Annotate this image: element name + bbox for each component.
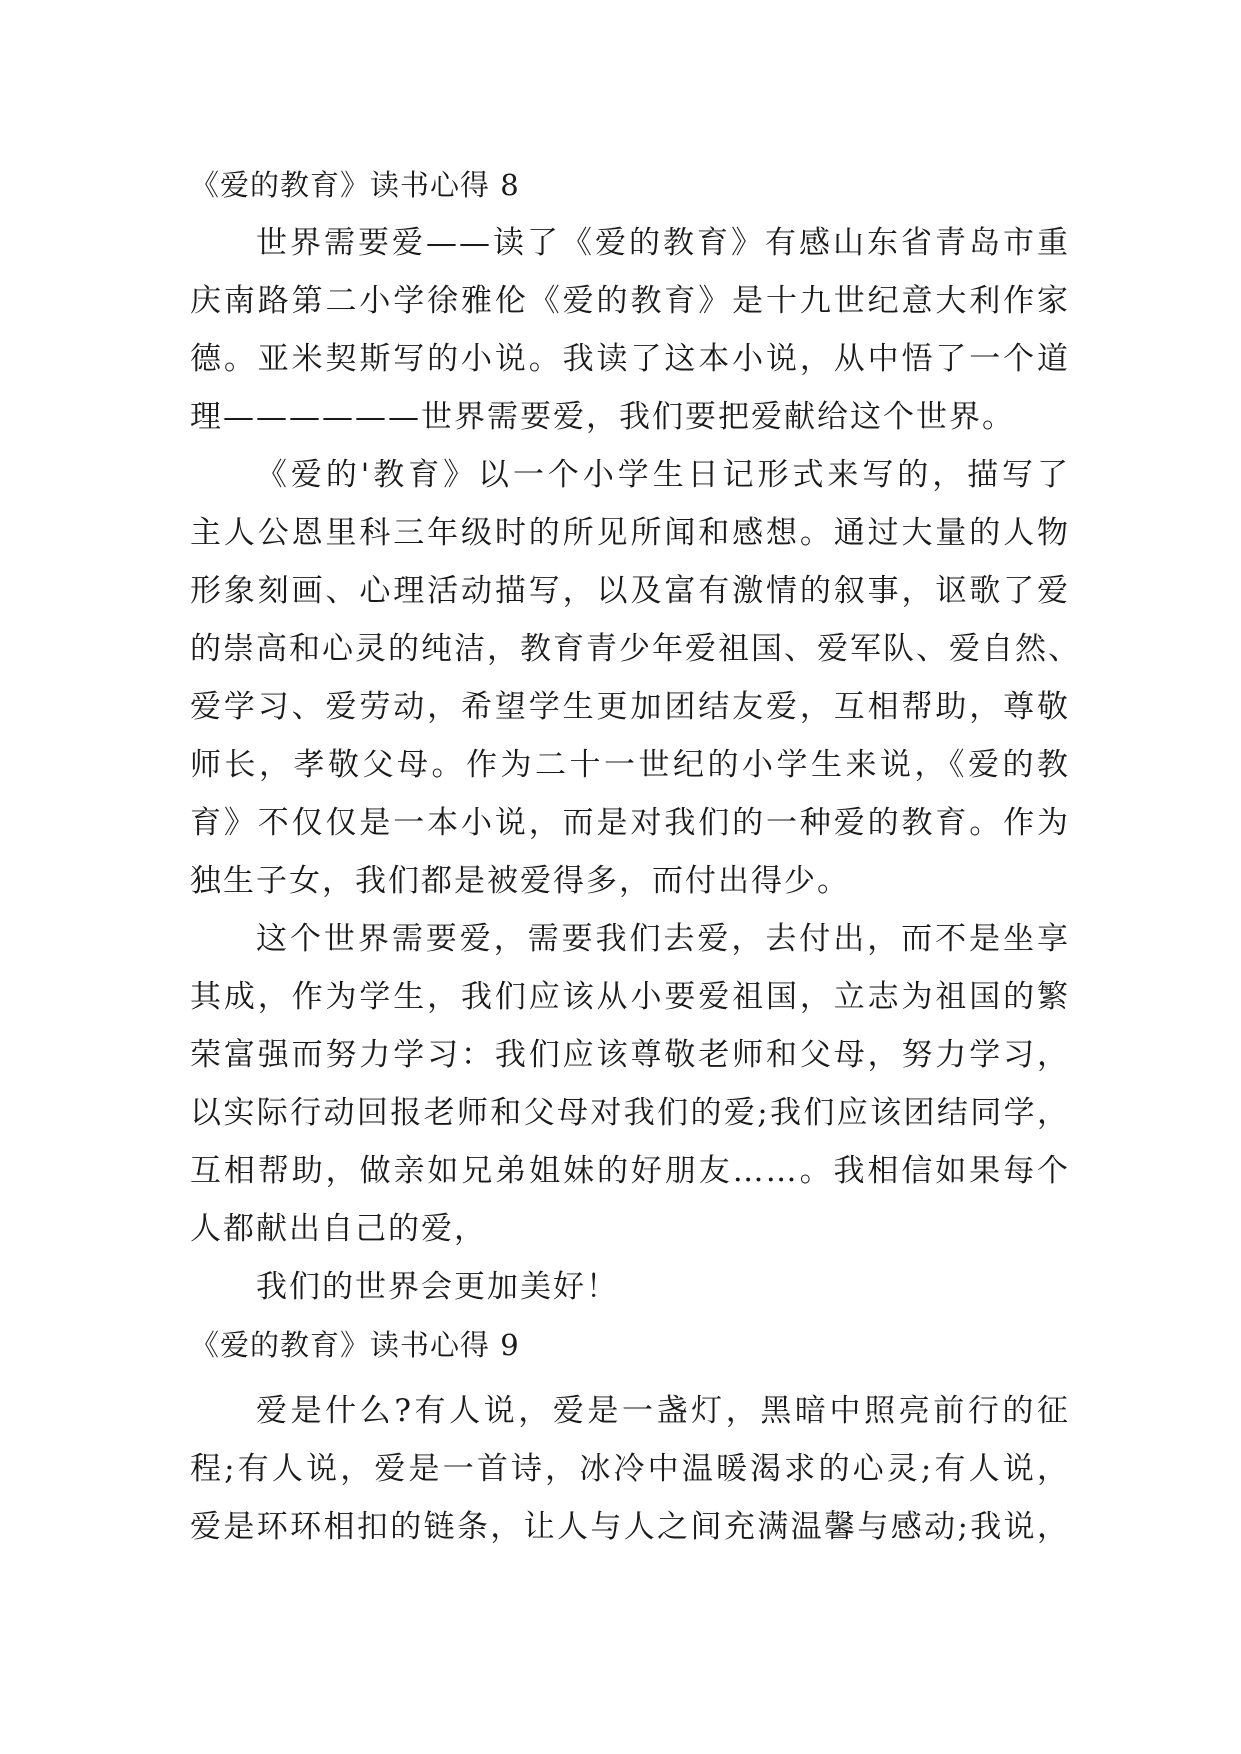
- text-line: 程;有人说，爱是一首诗，冰冷中温暖渴求的心灵;有人说，: [190, 1451, 1070, 1487]
- text-line: 世界需要爱——读了《爱的教育》有感山东省青岛市重: [256, 225, 1070, 261]
- section-title: 《爱的教育》读书心得 8: [190, 168, 520, 202]
- text-line: 形象刻画、心理活动描写，以及富有激情的叙事，讴歌了爱: [190, 573, 1070, 609]
- document-body: [190, 156, 1081, 1556]
- text-line: 我们的世界会更加美好！: [256, 1269, 619, 1305]
- text-line: 独生子女，我们都是被爱得多，而付出得少。: [190, 863, 850, 899]
- text-line: 以实际行动回报老师和父母对我们的爱;我们应该团结同学，: [190, 1095, 1070, 1131]
- paragraph: [190, 910, 1070, 1258]
- text-line: 其成，作为学生，我们应该从小要爱祖国，立志为祖国的繁: [190, 979, 1070, 1015]
- text-line: 德。亚米契斯写的小说。我读了这本小说，从中悟了一个道: [190, 341, 1070, 377]
- text-line: 互相帮助，做亲如兄弟姐妹的好朋友……。我相信如果每个: [190, 1153, 1070, 1189]
- text-line: 爱是环环相扣的链条，让人与人之间充满温馨与感动;我说，: [190, 1509, 1070, 1545]
- paragraph: [190, 446, 1081, 910]
- paragraph: [190, 1258, 1070, 1316]
- text-line: 这个世界需要爱，需要我们去爱，去付出，而不是坐享: [256, 921, 1070, 957]
- text-line: 爱是什么?有人说，爱是一盏灯，黑暗中照亮前行的征: [256, 1393, 1070, 1429]
- paragraph: [190, 1382, 1070, 1556]
- paragraph: [190, 214, 1070, 446]
- text-line: 师长，孝敬父母。作为二十一世纪的小学生来说，《爱的教: [190, 747, 1070, 783]
- text-line: 育》不仅仅是一本小说，而是对我们的一种爱的教育。作为: [190, 805, 1070, 841]
- text-line: 荣富强而努力学习：我们应该尊敬老师和父母，努力学习，: [190, 1037, 1070, 1073]
- text-line: 《爱的'教育》以一个小学生日记形式来写的，描写了: [256, 457, 1070, 493]
- text-line: 庆南路第二小学徐雅伦《爱的教育》是十九世纪意大利作家: [190, 283, 1070, 319]
- section-title: 《爱的教育》读书心得 9: [190, 1328, 520, 1362]
- text-line: 的崇高和心灵的纯洁，教育青少年爱祖国、爱军队、爱自然、: [190, 631, 1081, 667]
- text-line: 理——————世界需要爱，我们要把爱献给这个世界。: [190, 399, 1015, 435]
- text-line: 主人公恩里科三年级时的所见所闻和感想。通过大量的人物: [190, 515, 1070, 551]
- text-line: 爱学习、爱劳动，希望学生更加团结友爱，互相帮助，尊敬: [190, 689, 1070, 725]
- text-line: 人都献出自己的爱，: [190, 1211, 487, 1247]
